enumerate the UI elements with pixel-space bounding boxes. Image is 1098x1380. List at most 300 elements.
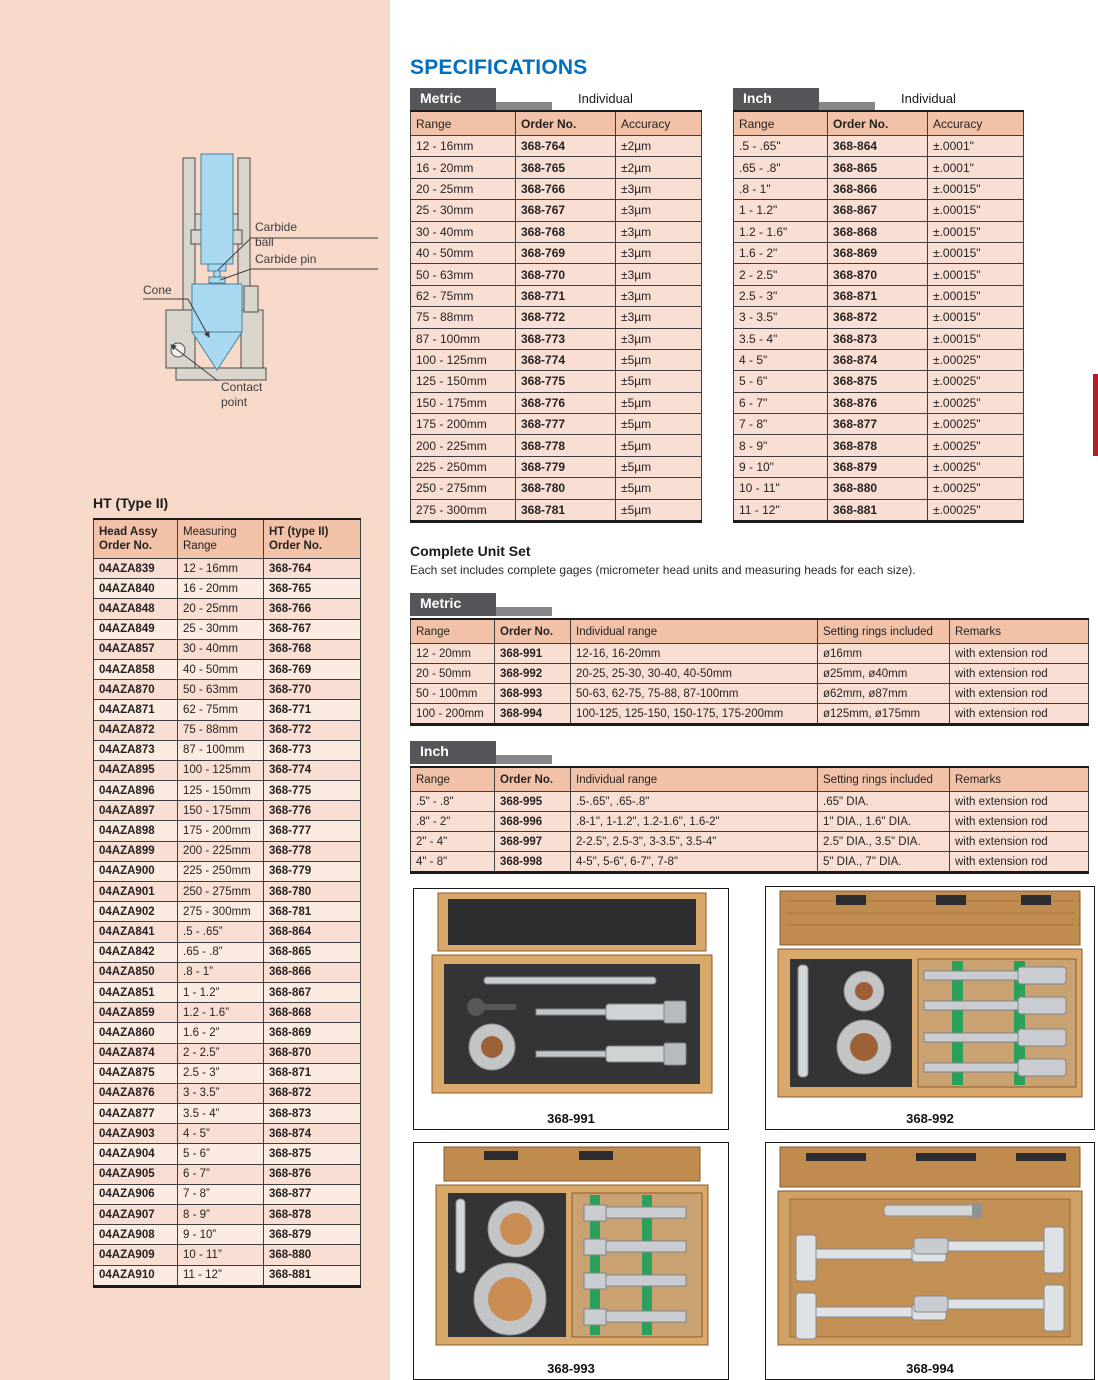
table-cell: 25 - 30mm [178,619,264,639]
table-cell: 368-871 [264,1063,361,1083]
table-cell: 368-767 [264,619,361,639]
table-cell: 2.5" DIA., 3.5" DIA. [818,832,950,852]
table-cell: ±3µm [616,307,702,328]
carbide-pin-shape [209,277,225,283]
table-row [94,1144,361,1164]
table-cell: ±5µm [616,392,702,413]
table-cell: 12 - 16mm [411,136,516,157]
table-row [411,178,702,199]
table-cell: ±.00025" [928,349,1024,370]
table-cell: 175 - 200mm [178,821,264,841]
table-cell: 368-764 [264,559,361,579]
table-cell: 368-775 [264,781,361,801]
table-cell: 3.5 - 4” [178,1104,264,1124]
table-cell: ±.00015" [928,264,1024,285]
table-row [94,1023,361,1043]
table-cell: 200 - 225mm [411,435,516,456]
table-row [94,882,361,902]
table-cell: 368-864 [828,136,928,157]
table-cell: 40 - 50mm [411,242,516,263]
table-row [734,200,1024,221]
table-cell: .8" - 2" [411,812,495,832]
table-cell: 368-769 [516,242,616,263]
table-cell: .5 - .65" [734,136,828,157]
column-header: Individual range [571,619,818,644]
ht-table-wrap [93,518,361,1288]
table-cell: 100 - 125mm [178,760,264,780]
table-row [94,639,361,659]
table-cell: 8 - 9” [178,1205,264,1225]
table-cell: 10 - 11” [178,1245,264,1265]
table-row [411,157,702,178]
table-cell: 04AZA910 [94,1265,178,1286]
table-cell: 368-779 [264,861,361,881]
table-cell: 1 - 1.2" [734,200,828,221]
table-cell: 368-872 [828,307,928,328]
table-cell: 368-778 [264,841,361,861]
table-cell: 368-875 [828,371,928,392]
table-cell: 368-991 [495,644,571,664]
table-cell: 368-876 [264,1164,361,1184]
table-cell: .65 - .8" [734,157,828,178]
table-cell: 100-125, 125-150, 150-175, 175-200mm [571,704,818,725]
table-row [411,328,702,349]
table-cell: 16 - 20mm [411,157,516,178]
table-row [411,456,702,477]
table-row [94,1225,361,1245]
set-metric-badge-label: Metric [410,593,496,616]
table-cell: 04AZA849 [94,619,178,639]
table-cell: ±3µm [616,221,702,242]
table-cell: ø25mm, ø40mm [818,664,950,684]
table-cell: 4 - 5” [178,1124,264,1144]
table-cell: 368-875 [264,1144,361,1164]
product-photo-368-993 [413,1142,729,1380]
table-cell: 04AZA870 [94,680,178,700]
table-cell: 368-865 [828,157,928,178]
column-header: Order No. [495,767,571,792]
set-inch-badge-label: Inch [410,741,496,764]
table-cell: 04AZA904 [94,1144,178,1164]
column-header: Measuring Range [178,519,264,559]
table-row [734,328,1024,349]
table-cell: 368-869 [264,1023,361,1043]
table-cell: 368-871 [828,285,928,306]
table-row [411,704,1089,725]
table-cell: 2 - 2.5” [178,1043,264,1063]
table-cell: ±5µm [616,435,702,456]
set-inch-table-wrap [410,766,1089,874]
table-row [734,499,1024,521]
table-cell: .65" DIA. [818,792,950,812]
table-cell: 368-777 [516,414,616,435]
table-cell: 368-869 [828,242,928,263]
table-cell: 368-774 [516,349,616,370]
table-row [94,659,361,679]
table-cell: 368-772 [264,720,361,740]
table-cell: 04AZA901 [94,882,178,902]
table-cell: 50 - 63mm [411,264,516,285]
header-row [411,619,1089,644]
table-cell: 04AZA898 [94,821,178,841]
table-row [94,720,361,740]
table-cell: 1.2 - 1.6” [178,1003,264,1023]
table-cell: 04AZA876 [94,1083,178,1103]
table-cell: ±.00025" [928,392,1024,413]
badge-tail [496,607,552,616]
table-cell: 50 - 100mm [411,684,495,704]
column-header: HT (type II) Order No. [264,519,361,559]
spindle-shape [201,154,233,264]
column-header: Range [411,767,495,792]
table-cell: 04AZA840 [94,579,178,599]
label-cone: Cone [143,283,172,297]
table-cell: 368-866 [264,962,361,982]
table-cell: 04AZA859 [94,1003,178,1023]
table-cell: 368-770 [264,680,361,700]
table-cell: 75 - 88mm [411,307,516,328]
table-cell: ±.00025" [928,478,1024,499]
page-title: SPECIFICATIONS [410,56,588,79]
table-row [734,349,1024,370]
table-cell: ±.00015" [928,328,1024,349]
table-cell: with extension rod [950,704,1089,725]
table-cell: 04AZA897 [94,801,178,821]
table-row [411,664,1089,684]
table-cell: 04AZA858 [94,659,178,679]
badge-tail [496,755,552,764]
table-cell: 04AZA860 [94,1023,178,1043]
table-cell: 225 - 250mm [411,456,516,477]
table-cell: with extension rod [950,684,1089,704]
table-row [411,264,702,285]
header-row [411,767,1089,792]
table-row [734,478,1024,499]
table-row [411,832,1089,852]
table-cell: ±2µm [616,157,702,178]
column-header: Setting rings included [818,619,950,644]
metric-badge-label: Metric [410,88,496,111]
table-cell: 368-879 [264,1225,361,1245]
table-cell: 3.5 - 4" [734,328,828,349]
table-row [94,619,361,639]
column-header: Remarks [950,767,1089,792]
table-cell: ø62mm, ø87mm [818,684,950,704]
table-cell: 368-996 [495,812,571,832]
table-cell: .8-1", 1-1.2", 1.2-1.6", 1.6-2" [571,812,818,832]
table-cell: 368-867 [264,982,361,1002]
table-cell: with extension rod [950,792,1089,812]
table-cell: 368-780 [516,478,616,499]
table-row [94,982,361,1002]
metric-individual-table-wrap [410,110,702,523]
column-header: Head Assy Order No. [94,519,178,559]
table-cell: 62 - 75mm [411,285,516,306]
table-cell: ±.00025" [928,414,1024,435]
table-cell: 04AZA842 [94,942,178,962]
table-cell: 250 - 275mm [411,478,516,499]
table-cell: 368-870 [828,264,928,285]
cone-shape [192,332,242,370]
table-row [411,307,702,328]
table-cell: 7 - 8" [734,414,828,435]
table-row [411,644,1089,664]
table-row [94,579,361,599]
table-row [94,942,361,962]
table-row [94,599,361,619]
table-cell: 368-874 [828,349,928,370]
case-illustration [414,1143,728,1351]
table-row [734,157,1024,178]
table-cell: 2.5 - 3” [178,1063,264,1083]
table-cell: 50-63, 62-75, 75-88, 87-100mm [571,684,818,704]
table-cell: 150 - 175mm [178,801,264,821]
table-cell: 12 - 20mm [411,644,495,664]
table-row [411,221,702,242]
table-cell: 25 - 30mm [411,200,516,221]
table-cell: 4" - 8" [411,852,495,873]
table-cell: 20 - 50mm [411,664,495,684]
table-cell: 368-872 [264,1083,361,1103]
table-cell: 04AZA848 [94,599,178,619]
table-cell: 6 - 7” [178,1164,264,1184]
table-row [734,264,1024,285]
table-cell: 368-781 [264,902,361,922]
table-cell: ±.00015" [928,307,1024,328]
table-cell: 04AZA850 [94,962,178,982]
product-photo-368-994 [765,1142,1095,1380]
table-cell: 04AZA857 [94,639,178,659]
table-cell: 2.5 - 3" [734,285,828,306]
table-row [94,841,361,861]
table-cell: with extension rod [950,852,1089,873]
table-cell: ±.00015" [928,200,1024,221]
table-cell: 368-773 [264,740,361,760]
table-cell: ±3µm [616,285,702,306]
table-cell: .5 - .65” [178,922,264,942]
table-row [94,559,361,579]
case-illustration [766,1143,1094,1351]
case-illustration [766,887,1094,1101]
table-cell: 368-765 [516,157,616,178]
table-row [411,792,1089,812]
table-row [94,861,361,881]
column-header: Range [411,111,516,136]
table-row [411,285,702,306]
table-row [94,1184,361,1204]
table-cell: 8 - 9" [734,435,828,456]
table-cell: 368-778 [516,435,616,456]
table-cell: ±5µm [616,349,702,370]
table-cell: 368-776 [516,392,616,413]
table-cell: 30 - 40mm [178,639,264,659]
table-cell: 368-994 [495,704,571,725]
table-cell: ø125mm, ø175mm [818,704,950,725]
table-cell: 368-777 [264,821,361,841]
table-cell: 368-868 [264,1003,361,1023]
table-cell: 100 - 200mm [411,704,495,725]
set-metric-table-wrap [410,618,1089,726]
table-cell: ±5µm [616,414,702,435]
column-header: Range [734,111,828,136]
table-cell: 04AZA905 [94,1164,178,1184]
table-row [94,680,361,700]
label-carbide-pin: Carbide pin [255,252,317,266]
table-cell: ±2µm [616,136,702,157]
inch-individual-table-wrap [733,110,1024,523]
table-row [734,242,1024,263]
table-cell: 4-5", 5-6", 6-7", 7-8" [571,852,818,873]
table-row [94,1104,361,1124]
label-carbide-ball: Carbide ball [255,220,298,249]
table-cell: with extension rod [950,664,1089,684]
table-cell: 1.6 - 2” [178,1023,264,1043]
table-cell: 368-993 [495,684,571,704]
table-cell: 368-873 [828,328,928,349]
column-header: Range [411,619,495,644]
table-cell: 368-881 [828,499,928,521]
table-row [94,1265,361,1286]
table-row [94,1063,361,1083]
table-cell: 04AZA896 [94,781,178,801]
table-row [734,435,1024,456]
table-cell: 04AZA872 [94,720,178,740]
table-cell: 04AZA871 [94,700,178,720]
table-cell: ±3µm [616,242,702,263]
table-row [94,781,361,801]
label-contact-point: Contact point [221,380,263,409]
table-cell: 50 - 63mm [178,680,264,700]
table-cell: 368-764 [516,136,616,157]
table-cell: ±5µm [616,456,702,477]
table-cell: 04AZA906 [94,1184,178,1204]
table-cell: 40 - 50mm [178,659,264,679]
table-cell: ±.0001" [928,157,1024,178]
table-cell: 368-774 [264,760,361,780]
table-cell: 04AZA841 [94,922,178,942]
table-cell: ±3µm [616,264,702,285]
individual-label: Individual [901,91,956,106]
table-cell: 5 - 6" [734,371,828,392]
table-cell: 20 - 25mm [178,599,264,619]
photo-caption: 368-992 [906,1111,954,1126]
table-cell: 368-766 [264,599,361,619]
table-cell: with extension rod [950,832,1089,852]
table-cell: 87 - 100mm [411,328,516,349]
table-row [94,1083,361,1103]
column-header: Accuracy [616,111,702,136]
table-cell: 368-998 [495,852,571,873]
table-cell: 368-865 [264,942,361,962]
table-cell: 368-877 [828,414,928,435]
table-row [411,852,1089,873]
table-cell: ±3µm [616,178,702,199]
table-cell: 368-877 [264,1184,361,1204]
table-cell: 04AZA895 [94,760,178,780]
table-cell: 368-868 [828,221,928,242]
table-cell: 1 - 1.2” [178,982,264,1002]
table-cell: 2-2.5", 2.5-3", 3-3.5", 3.5-4" [571,832,818,852]
table-cell: 368-768 [516,221,616,242]
table-cell: 125 - 150mm [178,781,264,801]
housing-base [176,368,266,380]
table-row [734,414,1024,435]
product-photo-368-991 [413,888,729,1130]
table-cell: 20-25, 25-30, 30-40, 40-50mm [571,664,818,684]
header-row [94,519,361,559]
table-row [734,285,1024,306]
table-cell: 1.6 - 2" [734,242,828,263]
table-cell: 368-874 [264,1124,361,1144]
table-cell: 04AZA839 [94,559,178,579]
table-cell: 9 - 10" [734,456,828,477]
table-cell: 12-16, 16-20mm [571,644,818,664]
table-row [94,821,361,841]
table-cell: 11 - 12" [734,499,828,521]
set-inch-badge [410,741,552,764]
column-header: Setting rings included [818,767,950,792]
table-cell: 275 - 300mm [411,499,516,521]
table-cell: 100 - 125mm [411,349,516,370]
page-edge-red-tab [1093,374,1098,456]
table-cell: 200 - 225mm [178,841,264,861]
table-cell: 04AZA873 [94,740,178,760]
column-header: Remarks [950,619,1089,644]
table-cell: .5-.65", .65-.8" [571,792,818,812]
ht-table [93,518,361,1288]
table-cell: 04AZA877 [94,1104,178,1124]
table-row [411,392,702,413]
table-cell: 368-775 [516,371,616,392]
table-row [94,962,361,982]
table-cell: 368-881 [264,1265,361,1286]
table-cell: 87 - 100mm [178,740,264,760]
table-cell: .5" - .8" [411,792,495,812]
table-row [411,136,702,157]
table-row [411,684,1089,704]
table-row [94,760,361,780]
table-cell: 250 - 275mm [178,882,264,902]
header-row [734,111,1024,136]
table-cell: 368-781 [516,499,616,521]
table-row [734,307,1024,328]
table-cell: .8 - 1" [734,178,828,199]
table-cell: 5 - 6” [178,1144,264,1164]
case-illustration [414,889,728,1101]
table-cell: 04AZA851 [94,982,178,1002]
inch-badge-label: Inch [733,88,819,111]
table-cell: 6 - 7" [734,392,828,413]
table-cell: ±.0001" [928,136,1024,157]
table-cell: 125 - 150mm [411,371,516,392]
housing-right-block [241,310,263,368]
table-row [734,178,1024,199]
table-cell: ±5µm [616,478,702,499]
table-cell: 368-878 [264,1205,361,1225]
table-row [734,136,1024,157]
table-row [411,499,702,521]
table-row [411,812,1089,832]
set-inch-table [410,766,1089,874]
table-row [94,740,361,760]
table-row [734,456,1024,477]
table-cell: 5" DIA., 7" DIA. [818,852,950,873]
table-cell: 150 - 175mm [411,392,516,413]
table-cell: ±.00015" [928,178,1024,199]
table-cell: 368-773 [516,328,616,349]
table-cell: 75 - 88mm [178,720,264,740]
table-cell: 2" - 4" [411,832,495,852]
